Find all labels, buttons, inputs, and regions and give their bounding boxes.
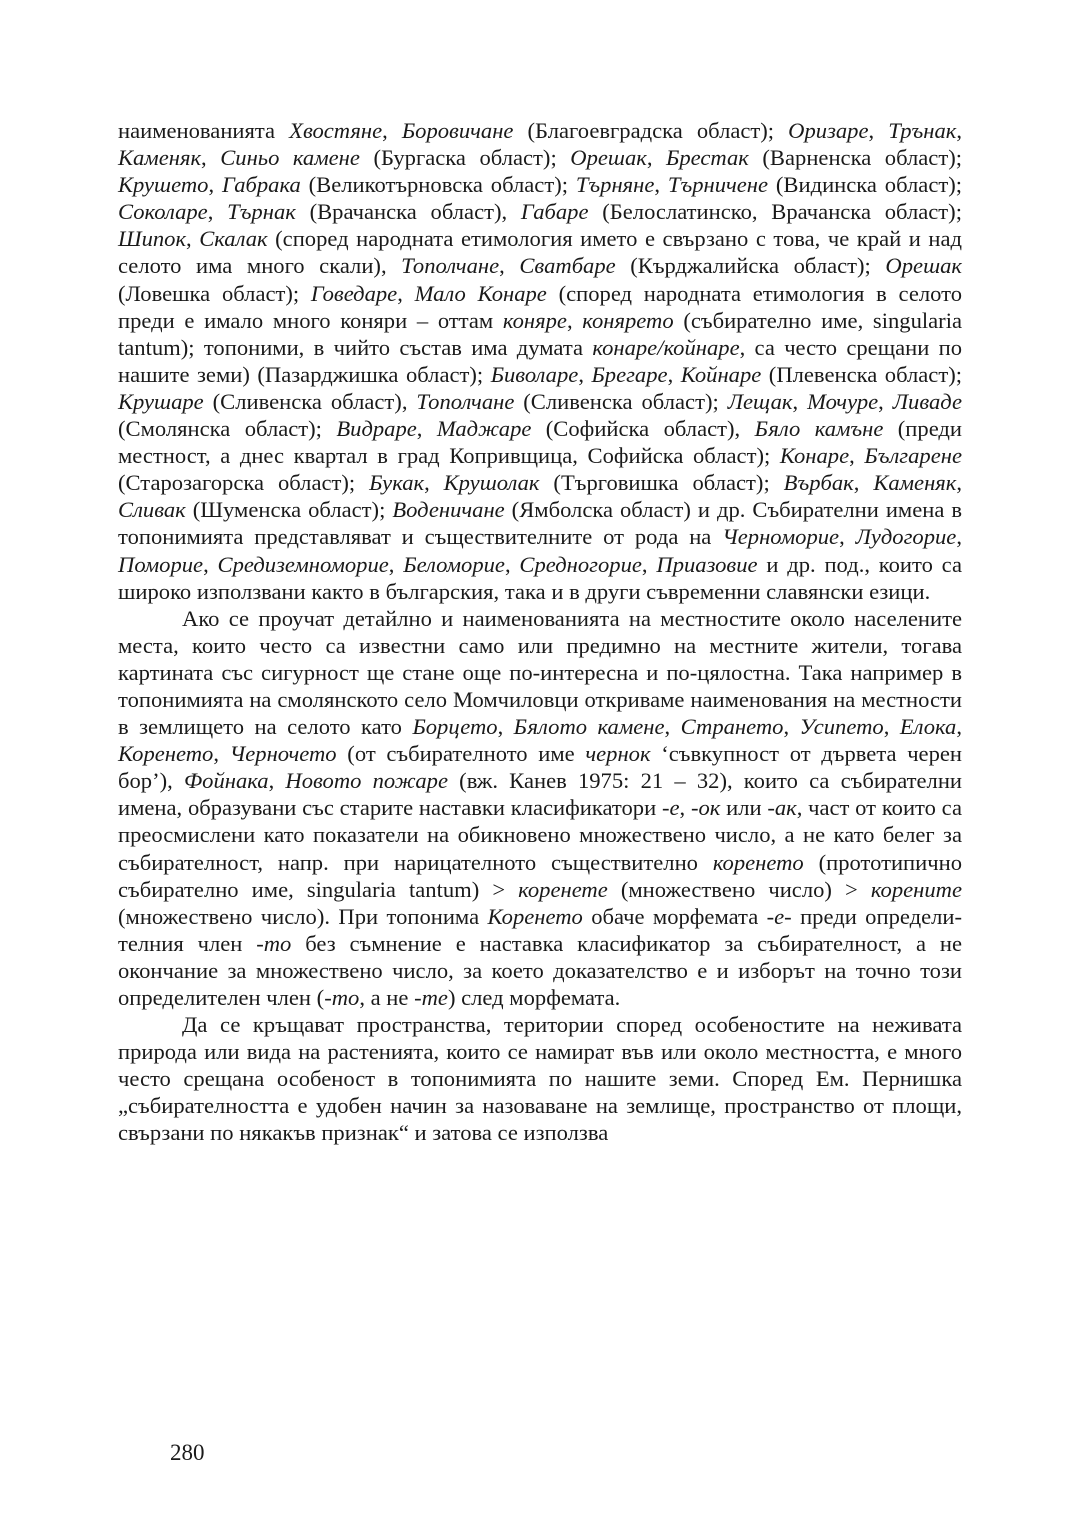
text-run: , <box>679 795 691 821</box>
text-run: ) след морфемата. <box>447 985 621 1010</box>
text-run: , <box>956 714 962 740</box>
italic-term: Сливак <box>118 497 186 523</box>
italic-term: Крушето <box>118 172 209 198</box>
text-run: без съмнение е наставка класификатор за събирателност, а не окончание за множествено число, за което доказателство е и изборът на точно този определителен член ( <box>118 930 962 1010</box>
text-run: , <box>201 145 221 171</box>
italic-term: Синьо камене <box>220 145 360 171</box>
italic-term: Койнаре <box>680 361 762 387</box>
italic-term: Търничене <box>667 172 769 198</box>
text-run: (събирателно име, singularia tantum); топоними, в чийто състав има думата <box>118 307 963 360</box>
text-run: , а не <box>359 985 415 1010</box>
text-run: , част от които са преосмислени като показатели на обикновено множествено число, а не като белег за събирателност, напр. при нарицателното съществително <box>118 795 962 875</box>
italic-term: Лещак <box>727 388 793 414</box>
italic-term: Мочуре <box>807 388 879 414</box>
text-run: , <box>839 524 856 550</box>
italic-term: Бялото камене <box>513 714 665 740</box>
text-run: , <box>208 172 222 198</box>
text-run: , <box>868 118 889 143</box>
italic-term: чернок <box>585 741 651 767</box>
text-run: , <box>424 470 444 496</box>
text-run: , <box>641 551 657 577</box>
italic-term: Коренето <box>487 903 583 929</box>
text-run: (Бургаска област); <box>359 145 571 171</box>
text-run: (множествено число) > <box>607 876 871 902</box>
italic-term: Видраре <box>336 416 417 442</box>
text-run: , <box>956 470 963 496</box>
text-run: (Старозагорска област); <box>118 470 370 496</box>
italic-term: Черночето <box>229 741 337 767</box>
italic-term: -те <box>414 985 448 1010</box>
italic-term: Лудогорие <box>855 524 957 550</box>
italic-term: Крушолак <box>443 470 540 496</box>
italic-term: -е <box>661 795 680 821</box>
text-run: , <box>382 118 402 143</box>
italic-term: Тополчане <box>401 253 500 279</box>
text-run: (от събирателното име <box>336 741 586 767</box>
italic-term: Габаре <box>520 199 589 225</box>
text-run: , <box>578 361 592 387</box>
text-run: , <box>416 416 437 442</box>
italic-term: Биволаре <box>490 361 579 387</box>
italic-term: Средиземноморие <box>217 551 389 577</box>
italic-term: Българене <box>864 443 962 469</box>
text-run: наименованията <box>118 118 290 143</box>
italic-term: Новото пожаре <box>285 768 448 794</box>
text-run: , са често срещани по нашите земи) (Пазарджишка област); <box>118 334 963 387</box>
text-run: или <box>720 795 768 821</box>
italic-term: Мало Конаре <box>414 280 547 306</box>
italic-term: Шипок <box>118 226 187 252</box>
italic-term: Поморие <box>118 551 204 577</box>
paragraph-2 <box>118 605 962 1011</box>
text-run: (Ямболска област) и др. Събирателни имена в топонимията представляват и съществителните от рода на <box>118 497 963 550</box>
text-run: (Видинска област); <box>768 172 963 198</box>
italic-term: Усипето <box>799 714 884 740</box>
italic-term: Брестак <box>666 145 749 171</box>
italic-term: Върбак <box>783 470 854 496</box>
text-run: Да се кръщават пространства, територии според особеностите на неживата природа или вида на растенията, които се намират във или около местността, е много често срещана особеност в топонимията по нашите земи. Според Ем. Пернишка „събирателността е удобен начин за назоваване на землище, пространство от площи, свързани по някакъв признак“ и затова се използва <box>118 1012 962 1146</box>
italic-term: Беломорие <box>403 551 505 577</box>
text-run: (Сливенска област); <box>514 388 728 414</box>
italic-term: Маджаре <box>436 416 532 442</box>
text-run: обаче морфемата <box>582 903 767 929</box>
text-run: (Ловешка област); <box>118 280 311 306</box>
italic-term: Каменяк <box>873 470 957 496</box>
italic-term: Конаре <box>779 443 850 469</box>
italic-term: Търнак <box>227 199 296 225</box>
text-run: , <box>646 145 667 171</box>
text-run: (Врачанска област), <box>295 199 521 225</box>
text-run: (Варненска област); <box>748 145 963 171</box>
text-run: и др. под., които са широко използвани както в българския, така и в други съвременни славянски езици. <box>118 551 963 604</box>
italic-term: -е- <box>766 903 792 929</box>
italic-term: Тополчане <box>416 388 515 414</box>
text-run: , <box>397 280 415 306</box>
italic-term: Крушаре <box>118 388 204 414</box>
text-run: , <box>203 551 218 577</box>
italic-term: Ливаде <box>892 388 963 414</box>
text-run: (Смолянска област); <box>118 416 337 442</box>
text-run: (Шуменска област); <box>185 497 393 523</box>
italic-term: Букак <box>369 470 425 496</box>
italic-term: Оризаре <box>788 118 869 143</box>
text-run: , <box>654 172 668 198</box>
text-run: ‘съвкупност от дървета черен бор’), <box>118 741 962 794</box>
text-run: , <box>853 470 874 496</box>
text-run: (вж. Канев 1975: 21 – 32), които са събирателни имена, образувани със старите наставки класификатори <box>118 768 963 821</box>
italic-term: Бяло камъне <box>754 416 884 442</box>
italic-term: Странето <box>680 714 784 740</box>
italic-term: Каменяк <box>118 145 202 171</box>
italic-term: Говедаре <box>310 280 398 306</box>
text-run: преди определителния член <box>118 903 963 956</box>
text-run: (Търговишка област); <box>539 470 784 496</box>
italic-term: корените <box>870 876 962 902</box>
text-run: (преди местност, а днес квартал в град Копривщица, Софийска област); <box>118 416 963 469</box>
paragraph-1 <box>118 117 962 605</box>
italic-term: Коренето <box>118 741 214 767</box>
page-number: 280 <box>170 1440 205 1465</box>
text-run: , <box>664 714 681 740</box>
italic-term: коняре <box>502 307 567 333</box>
italic-term: Търняне <box>575 172 655 198</box>
italic-term: Воденичане <box>392 497 505 523</box>
text-run: , <box>499 253 520 279</box>
text-run: , <box>388 551 404 577</box>
text-run: (според народната етимология в селото преди е имало много коняри – оттам <box>118 280 962 333</box>
text-run: , <box>268 768 286 794</box>
text-run: (Кърджалийска област); <box>615 253 886 279</box>
italic-term: -ак <box>767 795 797 821</box>
text-run: Ако се проучат детайлно и наименованията на местностите около населените места, които често са известни само или предимно на местните жители, тогава картината със сигурност ще стане още по-интересна и по-цялостна. Така например в топонимията на смолянското село Момчиловци откриваме наименования на местности в землището на селото като <box>118 605 962 740</box>
text-run: , <box>878 388 893 414</box>
text-run: , <box>213 741 230 767</box>
text-run: (Плевенска област); <box>761 361 963 387</box>
text-run: , <box>497 714 514 740</box>
text-run: , <box>783 714 800 740</box>
italic-term: коренето <box>712 849 804 875</box>
page-body <box>118 117 962 1147</box>
italic-term: Соколаре <box>118 199 208 225</box>
italic-term: Средногорие <box>519 551 642 577</box>
text-run: (множествено число). При топонима <box>118 903 488 929</box>
italic-term: Боровичане <box>401 118 514 143</box>
text-run: (Благоевградска област); <box>513 118 789 143</box>
text-run: , <box>186 226 200 252</box>
text-run: (според народната етимология името е свързано с това, че край и над селото има много скали), <box>118 226 962 279</box>
italic-term: Елока <box>899 714 957 740</box>
text-run: , <box>849 443 865 469</box>
italic-term: коренете <box>518 876 608 902</box>
italic-term: Приазовие <box>656 551 758 577</box>
italic-term: Хвостяне <box>289 118 383 143</box>
text-run: , <box>667 361 681 387</box>
italic-term: -ок <box>690 795 721 821</box>
italic-term: Брегаре <box>591 361 668 387</box>
italic-term: Скалак <box>199 226 268 252</box>
italic-term: Борцето <box>412 714 498 740</box>
italic-term: конаре/койнаре <box>592 334 740 360</box>
italic-term: Габрака <box>221 172 301 198</box>
text-run: , <box>883 714 900 740</box>
text-run: , <box>207 199 228 225</box>
text-run: (Великотърновска област); <box>300 172 576 198</box>
text-run: , <box>792 388 808 414</box>
text-run: (прототипично събирателно име, singularia tantum) > <box>118 849 962 902</box>
text-run: (Сливенска област), <box>203 388 417 414</box>
italic-term: Орешак <box>570 145 647 171</box>
italic-term: Черноморие <box>722 524 840 550</box>
paragraph-3 <box>118 1011 962 1146</box>
italic-term: конярето <box>582 307 674 333</box>
text-run: , <box>504 551 520 577</box>
italic-term: Сватбаре <box>519 253 616 279</box>
italic-term: Фойнака <box>183 768 269 794</box>
text-run: , <box>956 118 962 143</box>
italic-term: Трънак <box>888 118 957 143</box>
text-run: (Белослатинско, Врачанска област); <box>588 199 962 225</box>
text-run: , <box>956 524 962 550</box>
text-run: (Софийска област), <box>531 416 755 442</box>
italic-term: -то <box>256 930 292 956</box>
italic-term: Орешак <box>885 253 962 279</box>
italic-term: -то <box>324 985 360 1010</box>
text-run: , <box>566 307 583 333</box>
